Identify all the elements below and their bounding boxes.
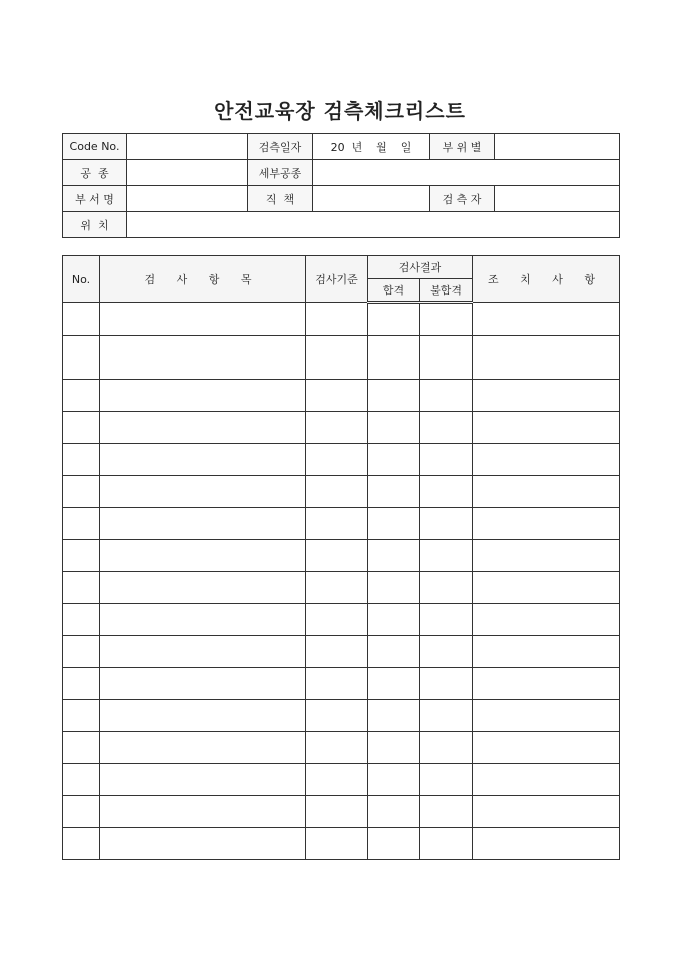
row-pass-cell[interactable] bbox=[368, 444, 420, 476]
row-pass-cell[interactable] bbox=[368, 668, 420, 700]
row-no-cell[interactable] bbox=[63, 303, 100, 336]
row-standard-cell[interactable] bbox=[306, 828, 368, 860]
row-pass-cell[interactable] bbox=[368, 636, 420, 668]
row-pass-cell[interactable] bbox=[368, 604, 420, 636]
dept-field[interactable] bbox=[127, 186, 248, 212]
date-label: 검측일자 bbox=[248, 134, 313, 160]
row-standard-cell[interactable] bbox=[306, 572, 368, 604]
row-item-cell[interactable] bbox=[100, 412, 306, 444]
date-field[interactable]: 20 년 월 일 bbox=[313, 134, 430, 160]
row-no-cell[interactable] bbox=[63, 444, 100, 476]
position-field[interactable] bbox=[313, 186, 430, 212]
row-pass-cell[interactable] bbox=[368, 476, 420, 508]
table-row bbox=[63, 604, 620, 636]
work-field[interactable] bbox=[127, 160, 248, 186]
table-row bbox=[63, 636, 620, 668]
row-action-cell[interactable] bbox=[473, 604, 620, 636]
row-pass-cell[interactable] bbox=[368, 508, 420, 540]
standard-header: 검사기준 bbox=[306, 256, 368, 303]
table-row bbox=[63, 764, 620, 796]
row-item-cell[interactable] bbox=[100, 476, 306, 508]
inspector-label: 검 측 자 bbox=[430, 186, 495, 212]
row-pass-cell[interactable] bbox=[368, 828, 420, 860]
row-standard-cell[interactable] bbox=[306, 476, 368, 508]
location-label: 위 치 bbox=[63, 212, 127, 238]
fail-header: 불합격 bbox=[420, 279, 473, 303]
row-no-cell[interactable] bbox=[63, 828, 100, 860]
row-no-cell[interactable] bbox=[63, 668, 100, 700]
code-no-field[interactable] bbox=[127, 134, 248, 160]
row-item-cell[interactable] bbox=[100, 508, 306, 540]
table-row bbox=[63, 380, 620, 412]
row-no-cell[interactable] bbox=[63, 796, 100, 828]
row-fail-cell[interactable] bbox=[420, 636, 473, 668]
row-pass-cell[interactable] bbox=[368, 732, 420, 764]
row-no-cell[interactable] bbox=[63, 732, 100, 764]
page-title: 안전교육장 검측체크리스트 bbox=[214, 99, 466, 123]
row-standard-cell[interactable] bbox=[306, 412, 368, 444]
row-item-cell[interactable] bbox=[100, 336, 306, 380]
part-field[interactable] bbox=[495, 134, 620, 160]
table-row bbox=[63, 412, 620, 444]
row-action-cell[interactable] bbox=[473, 540, 620, 572]
row-pass-cell[interactable] bbox=[368, 572, 420, 604]
detail-work-label: 세부공종 bbox=[248, 160, 313, 186]
row-action-cell[interactable] bbox=[473, 444, 620, 476]
pass-header: 합격 bbox=[368, 279, 420, 303]
row-pass-cell[interactable] bbox=[368, 796, 420, 828]
row-standard-cell[interactable] bbox=[306, 444, 368, 476]
row-no-cell[interactable] bbox=[63, 636, 100, 668]
location-field[interactable] bbox=[127, 212, 620, 238]
row-fail-cell[interactable] bbox=[420, 764, 473, 796]
row-action-cell[interactable] bbox=[473, 412, 620, 444]
row-action-cell[interactable] bbox=[473, 336, 620, 380]
table-row bbox=[63, 303, 620, 336]
row-fail-cell[interactable] bbox=[420, 508, 473, 540]
row-action-cell[interactable] bbox=[473, 380, 620, 412]
row-fail-cell[interactable] bbox=[420, 572, 473, 604]
row-fail-cell[interactable] bbox=[420, 700, 473, 732]
work-label: 공 종 bbox=[63, 160, 127, 186]
row-pass-cell[interactable] bbox=[368, 540, 420, 572]
row-no-cell[interactable] bbox=[63, 572, 100, 604]
row-standard-cell[interactable] bbox=[306, 303, 368, 336]
row-pass-cell[interactable] bbox=[368, 380, 420, 412]
part-label: 부 위 별 bbox=[430, 134, 495, 160]
row-standard-cell[interactable] bbox=[306, 636, 368, 668]
row-standard-cell[interactable] bbox=[306, 668, 368, 700]
row-no-cell[interactable] bbox=[63, 476, 100, 508]
row-item-cell[interactable] bbox=[100, 796, 306, 828]
row-action-cell[interactable] bbox=[473, 828, 620, 860]
row-standard-cell[interactable] bbox=[306, 336, 368, 380]
row-action-cell[interactable] bbox=[473, 636, 620, 668]
row-item-cell[interactable] bbox=[100, 303, 306, 336]
item-header: 검 사 항 목 bbox=[100, 256, 306, 303]
row-item-cell[interactable] bbox=[100, 636, 306, 668]
row-action-cell[interactable] bbox=[473, 796, 620, 828]
row-no-cell[interactable] bbox=[63, 700, 100, 732]
row-standard-cell[interactable] bbox=[306, 700, 368, 732]
no-header: No. bbox=[63, 256, 100, 303]
code-no-label: Code No. bbox=[63, 134, 127, 160]
detail-work-field[interactable] bbox=[313, 160, 620, 186]
row-pass-cell[interactable] bbox=[368, 336, 420, 380]
row-item-cell[interactable] bbox=[100, 380, 306, 412]
row-item-cell[interactable] bbox=[100, 668, 306, 700]
row-pass-cell[interactable] bbox=[368, 412, 420, 444]
row-standard-cell[interactable] bbox=[306, 604, 368, 636]
table-row bbox=[63, 828, 620, 860]
row-action-cell[interactable] bbox=[473, 700, 620, 732]
row-standard-cell[interactable] bbox=[306, 380, 368, 412]
row-no-cell[interactable] bbox=[63, 336, 100, 380]
row-standard-cell[interactable] bbox=[306, 732, 368, 764]
row-action-cell[interactable] bbox=[473, 732, 620, 764]
row-fail-cell[interactable] bbox=[420, 336, 473, 380]
row-action-cell[interactable] bbox=[473, 476, 620, 508]
row-no-cell[interactable] bbox=[63, 604, 100, 636]
table-row bbox=[63, 508, 620, 540]
row-standard-cell[interactable] bbox=[306, 764, 368, 796]
row-item-cell[interactable] bbox=[100, 828, 306, 860]
position-label: 직 책 bbox=[248, 186, 313, 212]
row-action-cell[interactable] bbox=[473, 303, 620, 336]
row-fail-cell[interactable] bbox=[420, 604, 473, 636]
row-action-cell[interactable] bbox=[473, 508, 620, 540]
row-item-cell[interactable] bbox=[100, 732, 306, 764]
row-pass-cell[interactable] bbox=[368, 764, 420, 796]
row-standard-cell[interactable] bbox=[306, 796, 368, 828]
row-fail-cell[interactable] bbox=[420, 380, 473, 412]
row-no-cell[interactable] bbox=[63, 764, 100, 796]
row-no-cell[interactable] bbox=[63, 540, 100, 572]
table-row bbox=[63, 540, 620, 572]
row-action-cell[interactable] bbox=[473, 668, 620, 700]
row-fail-cell[interactable] bbox=[420, 732, 473, 764]
table-row bbox=[63, 336, 620, 380]
table-row bbox=[63, 796, 620, 828]
row-standard-cell[interactable] bbox=[306, 540, 368, 572]
row-pass-cell[interactable] bbox=[368, 303, 420, 336]
row-standard-cell[interactable] bbox=[306, 508, 368, 540]
row-fail-cell[interactable] bbox=[420, 796, 473, 828]
row-fail-cell[interactable] bbox=[420, 668, 473, 700]
row-item-cell[interactable] bbox=[100, 604, 306, 636]
table-row bbox=[63, 572, 620, 604]
row-no-cell[interactable] bbox=[63, 380, 100, 412]
row-fail-cell[interactable] bbox=[420, 444, 473, 476]
table-row bbox=[63, 732, 620, 764]
inspection-table bbox=[62, 255, 620, 860]
table-row bbox=[63, 668, 620, 700]
row-item-cell[interactable] bbox=[100, 444, 306, 476]
row-item-cell[interactable] bbox=[100, 764, 306, 796]
inspector-field[interactable] bbox=[495, 186, 620, 212]
row-item-cell[interactable] bbox=[100, 572, 306, 604]
result-header: 검사결과 bbox=[368, 256, 473, 279]
table-row bbox=[63, 444, 620, 476]
row-no-cell[interactable] bbox=[63, 508, 100, 540]
row-fail-cell[interactable] bbox=[420, 412, 473, 444]
row-fail-cell[interactable] bbox=[420, 476, 473, 508]
table-row bbox=[63, 476, 620, 508]
row-pass-cell[interactable] bbox=[368, 700, 420, 732]
row-action-cell[interactable] bbox=[473, 572, 620, 604]
row-fail-cell[interactable] bbox=[420, 540, 473, 572]
row-fail-cell[interactable] bbox=[420, 828, 473, 860]
row-action-cell[interactable] bbox=[473, 764, 620, 796]
row-fail-cell[interactable] bbox=[420, 303, 473, 336]
row-no-cell[interactable] bbox=[63, 412, 100, 444]
row-item-cell[interactable] bbox=[100, 700, 306, 732]
action-header: 조 치 사 항 bbox=[473, 256, 620, 303]
table-row bbox=[63, 700, 620, 732]
info-table bbox=[62, 133, 620, 238]
dept-label: 부 서 명 bbox=[63, 186, 127, 212]
row-item-cell[interactable] bbox=[100, 540, 306, 572]
